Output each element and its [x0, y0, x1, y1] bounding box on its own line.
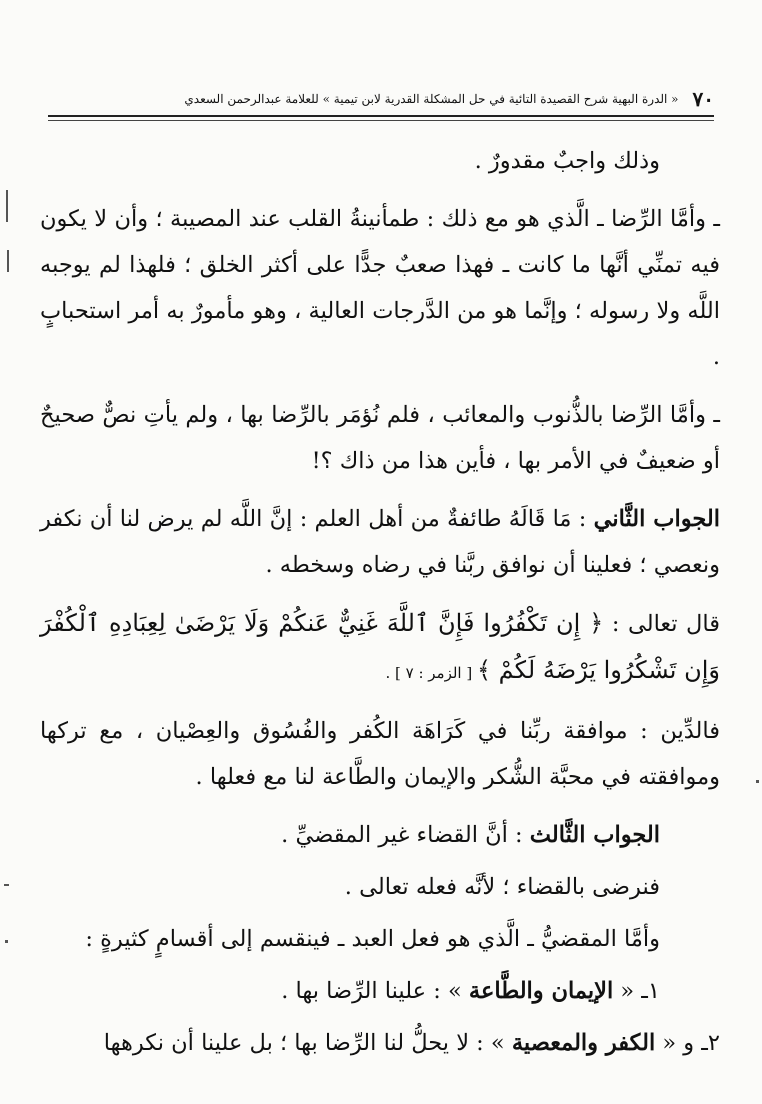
paragraph: وذلك واجبٌ مقدورٌ .	[474, 148, 660, 174]
scan-margin-mark	[7, 250, 9, 272]
list-number: ١ـ «	[613, 978, 660, 1004]
paragraph: فنرضى بالقضاء ؛ لأنَّه فعله تعالى .	[344, 874, 660, 900]
paragraph-text: قال تعالى :	[603, 611, 721, 637]
list-item	[40, 1020, 720, 1066]
page-body	[40, 138, 720, 1072]
list-text: » : علينا الرِّضا بها .	[281, 978, 469, 1004]
page-number: ٧٠	[692, 87, 714, 111]
list-label: الإيمان والطَّاعة	[468, 978, 614, 1004]
header-rule-thick	[48, 115, 714, 117]
verse-citation: [ الزمر : ٧ ] .	[385, 664, 477, 682]
paragraph	[40, 812, 720, 858]
page-header	[48, 86, 714, 112]
paragraph-text: : أنَّ القضاء غير المقضيِّ .	[281, 822, 530, 848]
list-item	[40, 968, 720, 1014]
running-title: « الدرة البهية شرح القصيدة التائية في حل المشكلة القدرية لابن تيمية » للعلامة عبدالرحمن السعدي	[184, 92, 679, 106]
paragraph: ـ وأمَّا الرِّضا بالذُّنوب والمعائب ، فلم نُؤمَر بالرِّضا بها ، ولم يأتِ نصٌّ صحيحٌ أو ضعيفٌ في الأمر بها ، فأين هذا من ذاك ؟!	[40, 402, 720, 474]
paragraph	[40, 600, 720, 696]
scan-margin-mark	[6, 190, 8, 222]
answer-label: الجواب الثَّاني	[593, 506, 720, 532]
list-label: الكفر والمعصية	[511, 1030, 656, 1056]
paragraph-text: : مَا قَالَهُ طائفةٌ من أهل العلم : إنَّ اللَّه لم يرض لنا أن نكفر ونعصي ؛ فعلينا أن نوافق ربَّنا في رضاه وسخطه .	[40, 506, 720, 578]
scan-margin-mark	[756, 780, 759, 783]
paragraph	[40, 496, 720, 588]
scan-margin-mark	[5, 940, 8, 943]
paragraph: فالدِّين : موافقة ربِّنا في كَرَاهَة الكُفر والفُسُوق والعِصْيان ، مع تركها وموافقته في محبَّة الشُّكر والإيمان والطَّاعة لنا مع فعلها .	[40, 718, 720, 790]
quran-verse: ﴿ إِن تَكْفُرُوا فَإِنَّ ٱللَّهَ غَنِيٌّ عَنكُمْ وَلَا يَرْضَىٰ لِعِبَادِهِ ٱلْكُفْرَ وَإِن تَشْكُرُوا يَرْضَهُ لَكُمْ ﴾	[40, 609, 720, 684]
paragraph: وأمَّا المقضيُّ ـ الَّذي هو فعل العبد ـ فينقسم إلى أقسامٍ كثيرةٍ :	[85, 926, 660, 952]
header-rule-thin	[48, 120, 714, 121]
list-number: ٢ـ و «	[655, 1030, 720, 1056]
list-text: » : لا يحلُّ لنا الرِّضا بها ؛ بل علينا أن نكرهها	[103, 1030, 512, 1056]
scan-margin-mark	[4, 884, 9, 886]
answer-label: الجواب الثَّالث	[529, 822, 660, 848]
paragraph: ـ وأمَّا الرِّضا ـ الَّذي هو مع ذلك : طمأنينةُ القلب عند المصيبة ؛ وأن لا يكون فيه تمنِّي أنَّها ما كانت ـ فهذا صعبٌ جدًّا على أكثر الخلق ؛ فلهذا لم يوجبه اللَّه ولا رسوله ؛ وإنَّما هو من الدَّرجات العالية ، وهو مأمورٌ به أمر استحبابٍ .	[40, 206, 720, 370]
